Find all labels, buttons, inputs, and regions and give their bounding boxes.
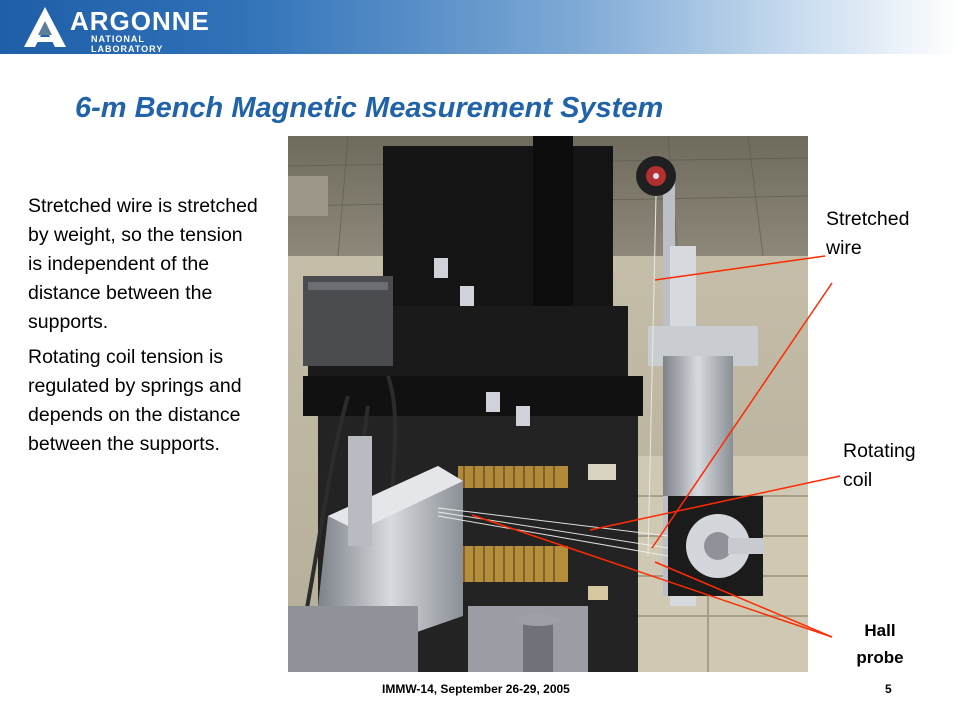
callout-rotating-coil: Rotating coil [843, 440, 916, 491]
slide-number: 5 [885, 682, 892, 696]
measurement-bench-photo [288, 136, 808, 672]
footer-text: IMMW-14, September 26-29, 2005 [382, 682, 570, 696]
logo-wordmark: ARGONNE [70, 6, 210, 36]
header-banner [0, 0, 960, 54]
paragraph-coil-tension: Rotating coil tension is regulated by springs and depends on the distance between the supports. [28, 346, 242, 455]
slide-title: 6-m Bench Magnetic Measurement System [75, 92, 664, 124]
callout-stretched-wire: Stretched wire [826, 208, 910, 259]
logo-subtitle: NATIONAL LABORATORY [91, 34, 164, 54]
callout-hall-probe: Hall probe [856, 621, 904, 667]
body-text [28, 192, 260, 465]
paragraph-wire-tension: Stretched wire is stretched by weight, so the tension is independent of the distance between the supports. [28, 195, 258, 333]
argonne-logo [22, 5, 210, 54]
argonne-a-icon [22, 5, 68, 49]
